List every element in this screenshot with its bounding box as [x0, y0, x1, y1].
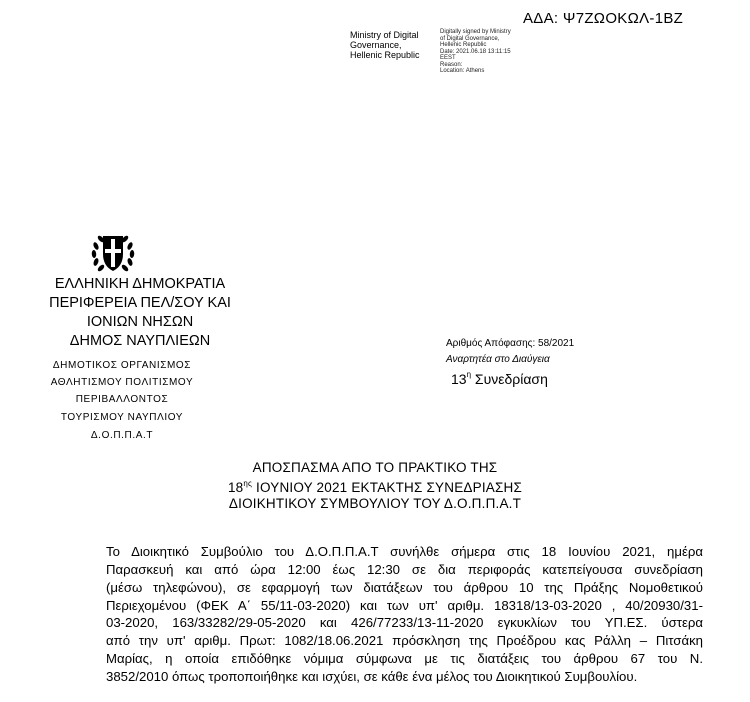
digital-signer-name — [350, 30, 420, 60]
org-line: ΠΕΡΙΒΑΛΛΟΝΤΟΣ — [75, 394, 169, 405]
header-line: ΠΕΡΙΦΕΡΕΙΑ ΠΕΛ/ΣΟΥ ΚΑΙ — [49, 295, 231, 311]
body-text-line: Περιεχομένου (ΦΕΚ Α΄ 55/11-03-2020) και των υπ' αριθμ. 18318/13-03-2020 , 40/20930/31- — [106, 598, 703, 613]
session-ordinal: 13 — [451, 371, 467, 387]
session-number — [451, 370, 548, 387]
header-line: ΙΟΝΙΩΝ ΝΗΣΩΝ — [86, 314, 194, 330]
header-line: ΕΛΛΗΝΙΚΗ ΔΗΜΟΚΡΑΤΙΑ — [54, 276, 226, 292]
title-date-rest: ΙΟΥΝΙΟΥ 2021 ΕΚΤΑΚΤΗΣ ΣΥΝΕΔΡΙΑΣΗΣ — [252, 480, 523, 495]
issuer-header — [30, 275, 250, 351]
title-line — [160, 476, 590, 496]
session-ordinal-suffix: η — [466, 370, 472, 379]
document-title — [160, 460, 590, 512]
publication-note: Αναρτητέα στο Διαύγεια — [446, 354, 550, 365]
signature-detail-line: Location: Athens — [440, 68, 485, 74]
hellenic-emblem-icon — [88, 226, 138, 276]
header-line: ΔΗΜΟΣ ΝΑΥΠΛΙΕΩΝ — [69, 333, 211, 349]
body-text-line: (μέσω τηλεφώνου), σε εφαρμογή των διατάξεων του άρθρου 10 της Πράξης Νομοθετικού — [106, 580, 703, 595]
signer-line: Governance, — [350, 40, 402, 50]
signature-detail-line: Hellenic Republic — [440, 42, 487, 48]
body-text-line: από την υπ' αριθμ. Πρωτ: 1082/18.06.2021 πρόσκληση της Προέδρου κας Ράλλη – Πιτσάκη — [106, 633, 703, 648]
body-text-line: Παρασκευή και από ώρα 12:00 έως 12:30 σε δια περιφοράς κατεπείγουσα συνεδρίαση — [106, 562, 703, 577]
signature-detail-line: EEST — [440, 55, 456, 61]
signature-detail-line: of Digital Governance, — [440, 35, 500, 42]
body-text-line: Μαρίας, η οποία επιδόθηκε νόμιμα σύμφωνα με τις διατάξεις του άρθρου 67 του Ν. — [106, 651, 703, 666]
body-text-line: 03-2020, 163/33282/29-05-2020 και 426/77233/13-11-2020 εγκυκλίων του ΥΠ.ΕΣ. ύστερα — [106, 615, 703, 630]
title-day: 18 — [227, 480, 244, 495]
org-line: Δ.Ο.Π.Π.Α.Τ — [90, 430, 154, 441]
signature-detail-line: Digitally signed by Ministry — [440, 29, 511, 35]
org-line: ΑΘΛΗΤΙΣΜΟΥ ΠΟΛΙΤΙΣΜΟΥ — [50, 377, 194, 388]
ada-code: ΑΔΑ: Ψ7ΖΩΟΚΩΛ-1ΒΖ — [523, 10, 684, 27]
org-line: ΤΟΥΡΙΣΜΟΥ ΝΑΥΠΛΙΟΥ — [60, 412, 184, 423]
signature-detail-line: Date: 2021.06.18 13:11:15 — [440, 48, 511, 55]
title-line: ΔΙΟΙΚΗΤΙΚΟΥ ΣΥΜΒΟΥΛΙΟΥ ΤΟΥ Δ.Ο.Π.Π.Α.Τ — [228, 496, 522, 511]
body-text-line: 3852/2010 όπως τροποποιήθηκε και ισχύει, σε κάθε ένα μέλος του Διοικητικού Συμβουλίου. — [106, 669, 638, 684]
decision-number: Αριθμός Απόφασης: 58/2021 — [446, 338, 575, 349]
title-line: ΑΠΟΣΠΑΣΜΑ ΑΠΟ ΤΟ ΠΡΑΚΤΙΚΟ ΤΗΣ — [252, 460, 498, 475]
session-label: Συνεδρίαση — [471, 371, 548, 387]
signature-detail-line: Reason: — [440, 61, 463, 68]
body-text-line: Το Διοικητικό Συμβούλιο του Δ.Ο.Π.Π.Α.Τ συνήλθε σήμερα στις 18 Ιουνίου 2021, ημέρα — [106, 544, 703, 559]
signer-line: Hellenic Republic — [350, 50, 420, 60]
digital-signature-details — [440, 29, 511, 75]
org-line: ΔΗΜΟΤΙΚΟΣ ΟΡΓΑΝΙΣΜΟΣ — [52, 360, 192, 371]
signer-line: Ministry of Digital — [350, 30, 419, 40]
title-day-suffix: ης — [243, 479, 253, 488]
